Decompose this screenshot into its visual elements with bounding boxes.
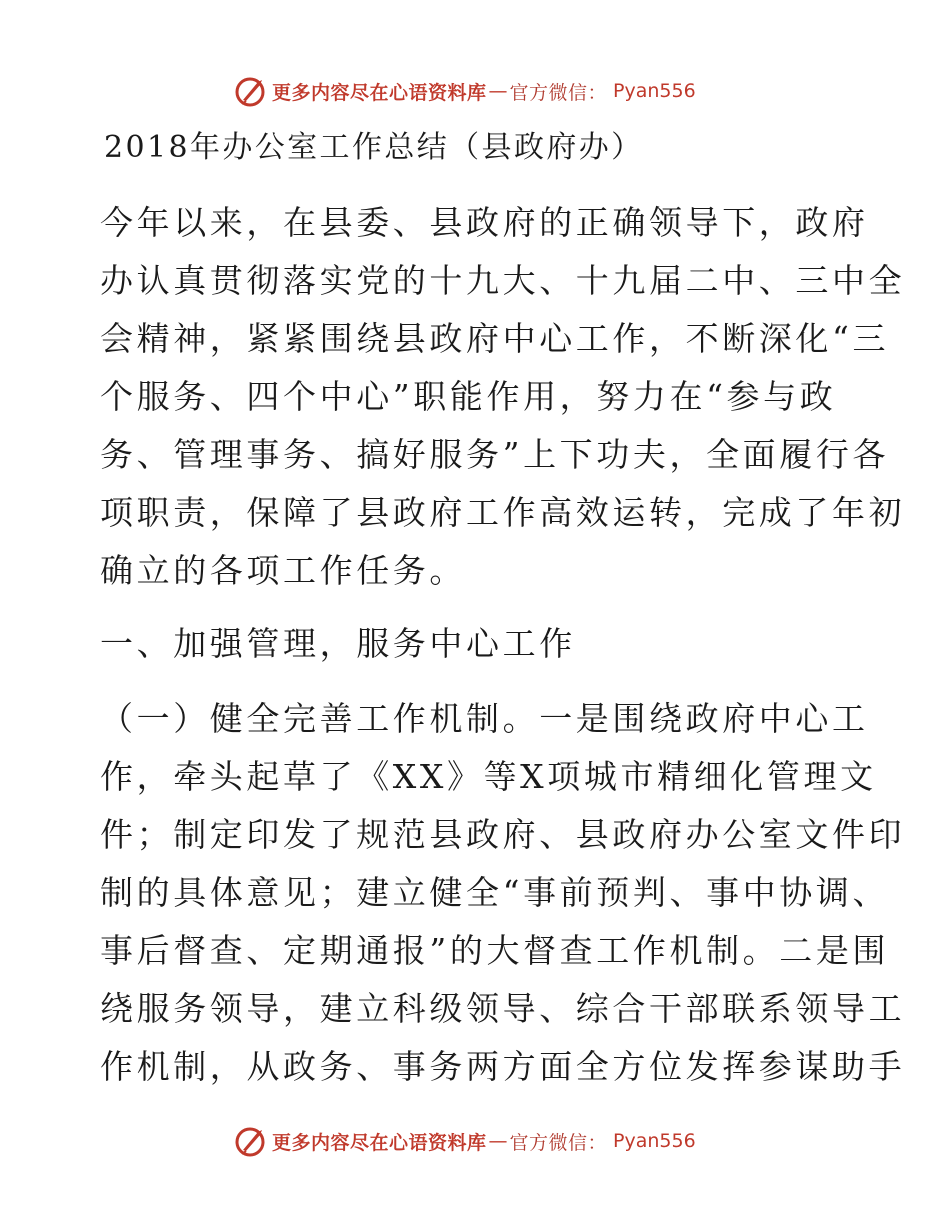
paragraph-line: （一）健全完善工作机制。一是围绕政府中心工 [100, 699, 869, 738]
paragraph-line: 今年以来，在县委、县政府的正确领导下，政府 [100, 203, 869, 242]
watermark-separator: — [488, 1130, 508, 1152]
watermark-main-text: 更多内容尽在心语资料库 [272, 81, 487, 104]
watermark-wechat-id: Pyan556 [613, 80, 696, 102]
paragraph-line: 会精神，紧紧围绕县政府中心工作，不断深化“三 [100, 319, 890, 358]
paragraph-line: 件；制定印发了规范县政府、县政府办公室文件印 [100, 815, 906, 854]
watermark-official-label: 官方微信： [509, 1131, 608, 1154]
document-title: 2018年办公室工作总结（县政府办） [104, 130, 644, 165]
paragraph-line: 作机制，从政务、事务两方面全方位发挥参谋助手 [100, 1047, 906, 1086]
paragraph-line: 务、管理事务、搞好服务”上下功夫，全面履行各 [100, 435, 890, 474]
quill-pen-logo-icon [234, 1124, 268, 1158]
paragraph-line: 办认真贯彻落实党的十九大、十九届二中、三中全 [100, 261, 906, 300]
paragraph-line: 事后督查、定期通报”的大督查工作机制。二是围 [100, 931, 890, 970]
quill-pen-logo-icon [234, 74, 268, 108]
paragraph-line: 个服务、四个中心”职能作用，努力在“参与政 [100, 377, 837, 416]
section-heading: 一、加强管理，服务中心工作 [100, 624, 576, 663]
watermark-footer [234, 1124, 696, 1158]
paragraph-line: 绕服务领导，建立科级领导、综合干部联系领导工 [100, 989, 906, 1028]
paragraph-line: 确立的各项工作任务。 [100, 551, 466, 590]
watermark-separator: — [488, 80, 508, 102]
watermark-official-label: 官方微信： [509, 81, 608, 104]
paragraph-line: 作，牵头起草了《XX》等X项城市精细化管理文 [100, 757, 877, 796]
paragraph-line: 制的具体意见；建立健全“事前预判、事中协调、 [100, 873, 890, 912]
watermark-main-text: 更多内容尽在心语资料库 [272, 1131, 487, 1154]
paragraph-line: 项职责，保障了县政府工作高效运转，完成了年初 [100, 493, 906, 532]
watermark-wechat-id: Pyan556 [613, 1130, 696, 1152]
watermark-header [234, 74, 696, 108]
